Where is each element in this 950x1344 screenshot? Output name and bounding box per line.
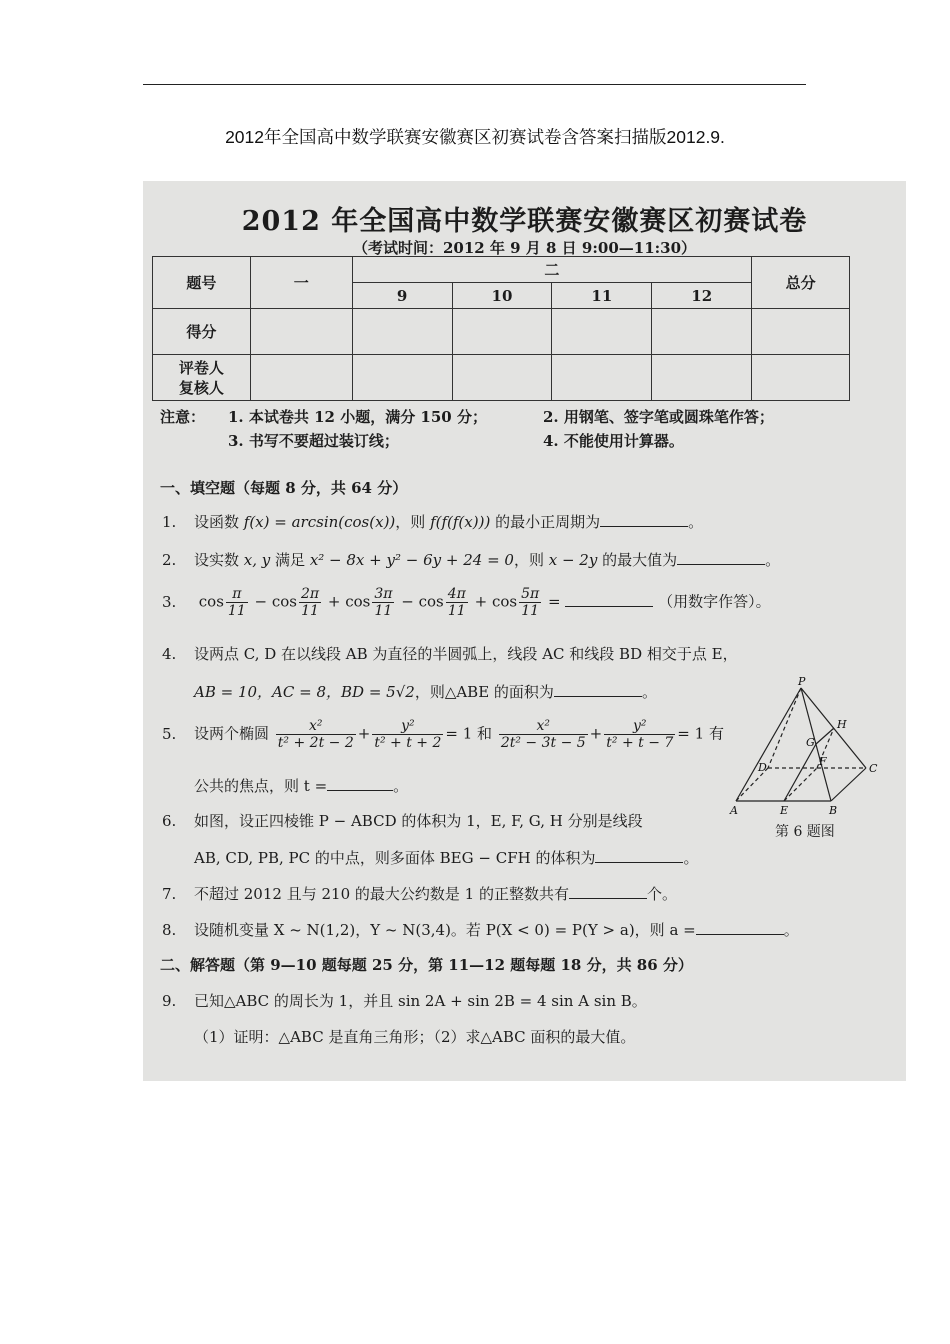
cos: cos [345,592,371,611]
label-c: C [869,762,878,775]
q8-end: 。 [783,921,799,939]
q2-post: 的最大值为 [597,551,678,569]
numerator: 2π [301,586,320,602]
note-4: 4. 不能使用计算器。 [543,432,684,450]
q2-mid: 满足 [270,551,310,569]
header-q9: 9 [352,283,452,309]
pyramid-lines [736,688,866,801]
q5-line2: 公共的焦点，则 t = [194,777,328,795]
label-f: F [819,755,827,768]
row-score-label: 得分 [153,309,251,355]
question-8 [162,919,799,940]
edge-pd [768,688,801,768]
question-number: 4. [162,645,177,663]
header-q10: 10 [452,283,552,309]
q3-post: （用数字作答）。 [658,592,771,611]
fraction [372,586,394,619]
q1-end: 。 [688,513,704,531]
question-9-line-1 [162,990,647,1011]
q5-post: = 1 有 [677,724,724,743]
question-5-line-2 [194,775,408,796]
q4-expr: AB = 10，AC = 8，BD = 5√2 [194,683,415,701]
row-reviewer-label [153,355,251,401]
scanned-exam-image [143,181,906,1081]
header-total: 总分 [752,257,850,309]
q2-end: 。 [765,551,781,569]
numerator: x² [499,718,588,735]
q1-post: 的最小正周期为 [490,513,601,531]
numerator: y² [372,718,443,735]
cell [752,309,850,355]
q7-end: 个。 [646,885,677,903]
label-d: D [758,761,767,774]
cell [452,309,552,355]
note-3: 3. 书写不要超过装订线； [228,432,399,450]
q2-pre: 设实数 [194,551,244,569]
header-tihao: 题号 [153,257,251,309]
denominator: 2t² − 3t − 5 [500,735,586,751]
q6-end: 。 [683,849,699,867]
q2-expr: x² − 8x + y² − 6y + 24 = 0 [309,551,514,569]
q1-expr1: f(x) = arcsin(cos(x)) [243,513,396,531]
fraction [446,586,468,619]
q8-text: 设随机变量 X ~ N(1,2)，Y ~ N(3,4)。若 P(X < 0) = P(Y > a)，则 a = [194,921,696,939]
edge-pa [736,688,801,801]
q1-mid: ，则 [395,513,431,531]
question-number: 7. [162,885,177,903]
exam-time: （考试时间：2012 年 9 月 8 日 9:00—11:30） [352,239,697,257]
question-number: 6. [162,812,177,830]
label-e: E [780,804,789,817]
denominator: 11 [301,603,319,619]
answer-blank [600,512,688,527]
fraction [276,718,356,751]
q7-text: 不超过 2012 且与 210 的最大公约数是 1 的正整数共有 [194,885,569,903]
numerator: x² [276,718,356,735]
cell [352,309,452,355]
question-6-line-2 [194,847,698,868]
question-number: 5. [162,724,177,743]
question-5-line-1: 5. 设两个椭圆 $\frac{\text{x²}}{\text{t² + 2t − 2}}$ + $\frac{\text{y²}}{\text{t² + t + 2}}$ = 1 和 $\frac{\text{x²}}{\text{2t² − 3t − 5}}$ + $\frac{\text{y²}}{\text{t² + t − 7}}$ = 1 有 [162,718,724,751]
section-2-heading: 二、解答题（第 9—10 题每题 25 分，第 11—12 题每题 18 分，共 86 分） [160,956,693,974]
q9-line2: （1）证明：△ABC 是直角三角形；（2）求△ABC 面积的最大值。 [194,1028,636,1046]
cell [652,309,752,355]
question-number: 9. [162,992,177,1010]
numerator: π [226,586,248,603]
question-number: 8. [162,921,177,939]
label-a: A [730,804,738,817]
segment-gh [816,728,834,744]
note-2: 2. 用钢笔、签字笔或圆珠笔作答； [543,408,774,426]
exam-title: 2012 年全国高中数学联赛安徽赛区初赛试卷 [241,206,808,237]
q4-line1: 设两点 C, D 在以线段 AB 为直径的半圆弧上，线段 AC 和线段 BD 相交于点 E， [194,645,738,663]
answer-blank [554,682,642,697]
denominator: 11 [447,603,466,619]
answer-blank [696,920,784,935]
notes-label: 注意： [160,408,206,426]
q6-line1: 如图，设正四棱锥 P − ABCD 的体积为 1，E, F, G, H 分别是线段 [194,812,643,830]
q4-end: 。 [641,683,657,701]
answer-blank [327,776,393,791]
q5-pre: 设两个椭圆 [194,724,270,743]
question-number: 1. [162,513,177,531]
question-4-line-1 [162,643,738,664]
denominator: 11 [374,603,393,619]
header-q11: 11 [552,283,652,309]
fraction [519,586,541,619]
cell [250,355,352,401]
cos: cos [418,592,444,611]
fraction [372,718,443,751]
document-title: 2012年全国高中数学联赛安徽赛区初赛试卷含答案扫描版2012.9. [225,127,725,147]
answer-blank [565,592,653,607]
q5-end: 。 [393,777,409,795]
question-7 [162,883,677,904]
q5-and: = 1 和 [445,724,493,743]
segment-eg [784,744,816,801]
q1-expr2: f(f(f(x))) [430,513,491,531]
fraction [299,586,321,619]
cell [752,355,850,401]
q9-line1: 已知△ABC 的周长为 1，并且 sin 2A + sin 2B = 4 sin A sin B。 [194,992,647,1010]
header-part2: 二 [352,257,751,283]
numerator: 5π [521,586,540,602]
denominator: 11 [227,603,246,619]
q2-mid2: ，则 [513,551,549,569]
question-4-line-2 [194,681,657,702]
question-6-line-1 [162,810,643,831]
answer-blank [595,848,683,863]
question-3: 3. cos $\frac{\pi}{11}$ − cos $\frac{2\pi}{11}$ + cos $\frac{3\pi}{11}$ − cos $\frac{4\pi}{11}$ + cos $\frac{5\pi}{11}$ = （用数字作答）。 [162,586,771,619]
numerator: y² [604,718,675,735]
numerator: 4π [447,586,466,602]
q2-expr2: x − 2y [548,551,598,569]
label-h: H [837,718,847,731]
label-p: P [798,676,806,688]
cos: cos [198,592,224,611]
q4-post: ，则△ABE 的面积为 [414,683,554,701]
header-rule [143,84,806,85]
checker-label: 复核人 [178,378,224,397]
cell [552,355,652,401]
numerator: 3π [374,586,393,602]
answer-blank [569,884,647,899]
cos: cos [271,592,297,611]
score-table [152,256,850,401]
question-number: 3. [162,592,177,611]
q2-vars: x, y [243,551,271,569]
denominator: t² + 2t − 2 [277,735,354,751]
fraction [604,718,675,751]
question-1 [162,511,703,532]
label-b: B [829,804,838,817]
note-1: 1. 本试卷共 12 小题，满分 150 分； [228,408,487,426]
section-1-heading: 一、填空题（每题 8 分，共 64 分） [160,479,408,497]
reviewer-label: 评卷人 [178,358,224,377]
cos: cos [491,592,518,611]
question-2 [162,549,780,570]
cell [250,309,352,355]
answer-blank [677,550,765,565]
cell [452,355,552,401]
edge-bc [831,768,866,801]
header-part1: 一 [250,257,352,309]
header-q12: 12 [652,283,752,309]
cell [352,355,452,401]
denominator: 11 [521,603,540,619]
fraction [226,586,248,619]
label-g: G [806,736,815,749]
segment-ef [784,768,817,801]
q6-line2: AB, CD, PB, PC 的中点，则多面体 BEG − CFH 的体积为 [194,849,596,867]
cell [552,309,652,355]
cell [652,355,752,401]
fraction [499,718,588,751]
denominator: t² + t − 7 [606,735,674,751]
question-9-line-2 [194,1026,635,1047]
figure-caption: 第 6 题图 [775,824,835,840]
question-number: 2. [162,551,177,569]
denominator: t² + t + 2 [374,735,442,751]
q1-pre: 设函数 [194,513,244,531]
